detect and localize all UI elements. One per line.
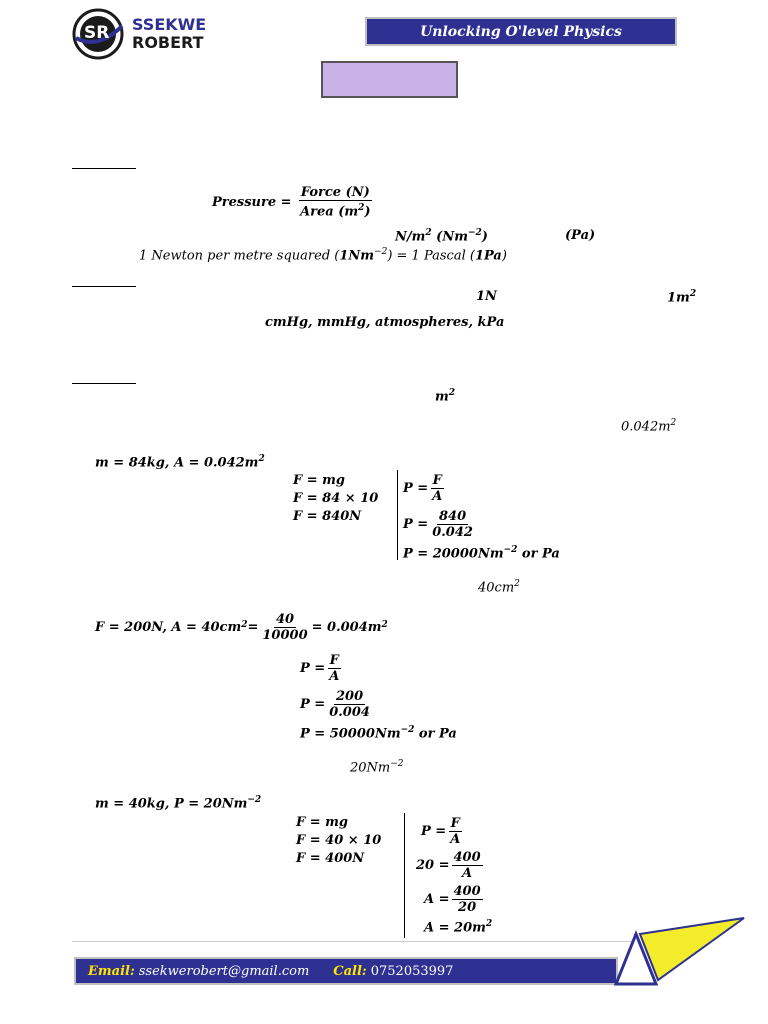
title-box — [321, 61, 458, 98]
logo-monogram: SR — [84, 23, 110, 43]
one-newton: 1N — [476, 289, 497, 304]
footer-rule — [72, 941, 632, 942]
pascal-unit: (Pa) — [565, 228, 596, 243]
ex2-pressure-steps: P = $\frac{F}{A}$ P = $\frac{200}{0.004}$ $P = 50000Nm^{-2}$ or Pa — [300, 652, 457, 742]
section-rule — [72, 383, 136, 384]
email-address[interactable]: ssekwerobert@gmail.com — [138, 963, 310, 979]
footer-bar — [74, 957, 618, 985]
divider — [404, 813, 405, 938]
section-rule — [72, 168, 136, 169]
si-unit: $N/m^2$ $(Nm^{-2})$ — [395, 228, 488, 245]
section-rule — [72, 286, 136, 287]
logo-line1: SSEKWE — [132, 15, 207, 34]
ex3-area-steps: P = $\frac{F}{A}$ 20 = $\frac{400}{A}$ A = $\frac{400}{20}$ $A = 20m^2$ — [416, 815, 493, 936]
pascal-definition: 1 Newton per metre squared $(1Nm^{-2}) = 1$ Pascal (1Pa) — [139, 247, 507, 264]
header-banner — [365, 17, 677, 46]
ex3-givens: m = 40kg, $P = 20Nm^{-2}$ — [95, 795, 262, 812]
area-given: $0.042m^2$ — [621, 418, 677, 435]
ex3-pressure-given: $20Nm^{-2}$ — [350, 759, 404, 776]
other-units: cmHg, mmHg, atmospheres, kPa — [265, 315, 505, 330]
ex1-pressure-steps: P = $\frac{F}{A}$ P = $\frac{840}{0.042}$ $P = 20000Nm^{-2}$ or Pa — [403, 472, 560, 562]
ex3-force-steps: F = mg F = 40 × 10 F = 400N — [296, 815, 382, 866]
divider — [397, 470, 398, 560]
logo-line2: ROBERT — [132, 33, 204, 52]
ex2-givens: F = 200N, A = 40cm 2 = $\frac{40}{10000}$ = 0.004m 2 — [95, 612, 388, 643]
m2-unit: $m^2$ — [435, 388, 456, 405]
phone-number[interactable]: 0752053997 — [370, 963, 454, 979]
triangle-decoration-icon — [612, 912, 752, 992]
ex1-givens: m = 84kg, $A = 0.042m^2$ — [95, 454, 265, 471]
pressure-formula: Pressure = $\frac{\text{Force (N)}}{Area (m^2)}$ — [212, 185, 371, 220]
call-label: Call: — [333, 963, 367, 979]
banner-title: Unlocking O'level Physics — [420, 23, 622, 40]
ex1-force-steps: F = mg F = 84 × 10 F = 840N — [293, 473, 379, 524]
one-metre-squared: $1m^2$ — [667, 289, 697, 306]
ex2-area-given: $40cm^2$ — [478, 579, 520, 596]
email-label: Email: — [88, 963, 135, 979]
logo — [72, 8, 222, 60]
